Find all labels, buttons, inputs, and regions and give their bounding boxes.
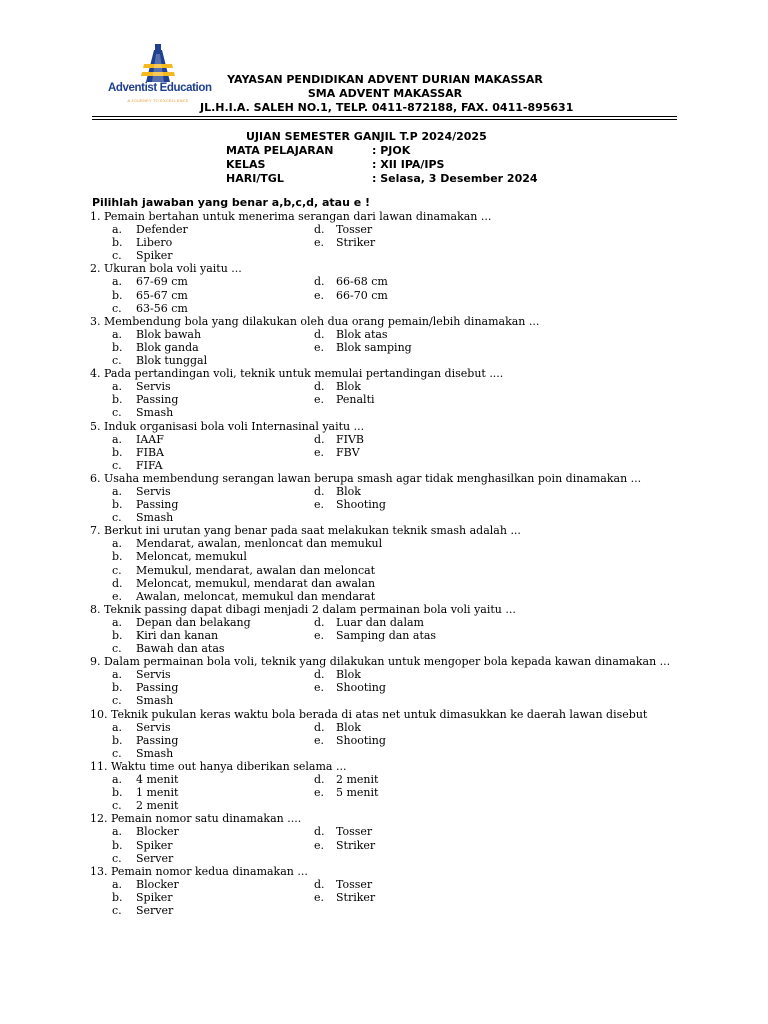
- answer-option: [90, 236, 690, 249]
- answer-option: [90, 459, 690, 472]
- option-letter: c.: [112, 249, 122, 263]
- option-row: [90, 734, 690, 747]
- option-text: Blok bawah: [136, 327, 202, 341]
- question-item: [90, 865, 690, 917]
- answer-option: [90, 564, 690, 577]
- option-letter: e.: [314, 445, 325, 459]
- option-text: 63-56 cm: [136, 301, 188, 315]
- option-row: [90, 354, 690, 367]
- question-text: 4. Pada pertandingan voli, teknik untuk memulai pertandingan disebut ....: [90, 367, 504, 381]
- question-text: 10. Teknik pukulan keras waktu bola berada di atas net untuk dimasukkan ke daerah lawan disebut: [90, 707, 648, 721]
- option-text: Servis: [136, 380, 171, 394]
- answer-option: [90, 668, 690, 681]
- option-letter: c.: [112, 746, 122, 760]
- question-text: 2. Ukuran bola voli yaitu ...: [90, 262, 242, 276]
- option-row: [90, 721, 690, 734]
- answer-options: [90, 773, 690, 812]
- option-row: [90, 878, 690, 891]
- option-row: [90, 511, 690, 524]
- option-text: Server: [136, 903, 174, 917]
- exam-info-value: : XII IPA/IPS: [372, 158, 445, 171]
- option-row: [90, 433, 690, 446]
- option-letter: a.: [112, 432, 123, 446]
- option-letter: b.: [112, 681, 123, 695]
- option-row: [90, 249, 690, 262]
- answer-option: [90, 498, 690, 511]
- option-letter: d.: [314, 773, 325, 787]
- option-letter: d.: [314, 668, 325, 682]
- option-row: [90, 799, 690, 812]
- option-letter: a.: [112, 773, 123, 787]
- option-letter: a.: [112, 720, 123, 734]
- option-text: Memukul, mendarat, awalan dan meloncat: [136, 563, 376, 577]
- option-text: Luar dan dalam: [336, 615, 424, 629]
- exam-info-label: HARI/TGL: [226, 172, 284, 185]
- answer-option: [90, 341, 690, 354]
- option-letter: b.: [112, 445, 123, 459]
- answer-option: [90, 511, 690, 524]
- option-text: Server: [136, 851, 174, 865]
- exam-title: UJIAN SEMESTER GANJIL T.P 2024/2025: [246, 130, 487, 143]
- option-letter: c.: [112, 903, 122, 917]
- option-text: IAAF: [136, 432, 164, 446]
- exam-info-label: MATA PELAJARAN: [226, 144, 334, 157]
- option-letter: b.: [112, 288, 123, 302]
- option-text: Spiker: [136, 249, 173, 263]
- answer-option: [90, 629, 690, 642]
- option-letter: c.: [112, 563, 122, 577]
- option-text: Blok ganda: [136, 340, 199, 354]
- option-text: 2 menit: [336, 773, 379, 787]
- option-text: Samping dan atas: [336, 629, 437, 642]
- option-text: Smash: [136, 694, 174, 708]
- option-letter: b.: [112, 890, 123, 904]
- option-letter: c.: [112, 642, 122, 656]
- answer-options: [90, 275, 690, 314]
- option-letter: b.: [112, 786, 123, 800]
- question-item: [90, 210, 690, 262]
- header-rule-top: [92, 116, 677, 117]
- answer-option: [90, 839, 690, 852]
- option-row: [90, 904, 690, 917]
- answer-option: [90, 734, 690, 747]
- question-item: [90, 812, 690, 864]
- option-row: [90, 668, 690, 681]
- option-letter: e.: [314, 681, 325, 695]
- option-letter: d.: [112, 576, 123, 590]
- option-text: Blocker: [136, 825, 179, 839]
- answer-options: [90, 616, 690, 655]
- option-text: 1 menit: [136, 786, 179, 800]
- option-text: 2 menit: [136, 799, 179, 813]
- option-text: Libero: [136, 236, 173, 250]
- option-text: Smash: [136, 746, 174, 760]
- answer-option: [90, 747, 690, 760]
- option-row: [90, 302, 690, 315]
- option-row: [90, 236, 690, 249]
- school-name: SMA ADVENT MAKASSAR: [307, 87, 463, 100]
- option-row: [90, 380, 690, 393]
- answer-option: [90, 328, 690, 341]
- answer-options: [90, 878, 690, 917]
- option-letter: e.: [314, 733, 325, 747]
- option-letter: b.: [112, 340, 123, 354]
- answer-option: [90, 773, 690, 786]
- option-text: Meloncat, memukul, mendarat dan awalan: [136, 576, 376, 590]
- answer-options: [90, 433, 690, 472]
- question-text: 5. Induk organisasi bola voli Internasinal yaitu ...: [90, 419, 365, 433]
- question-text: 11. Waktu time out hanya diberikan selama ...: [90, 759, 347, 773]
- school-logo: [108, 42, 212, 108]
- header-rule-bottom: [92, 119, 677, 120]
- tower-icon: [140, 42, 176, 82]
- option-text: Shooting: [336, 681, 386, 695]
- option-text: 65-67 cm: [136, 288, 188, 302]
- option-text: Spiker: [136, 838, 173, 852]
- option-letter: c.: [112, 851, 122, 865]
- option-text: Servis: [136, 668, 171, 682]
- question-item: [90, 524, 690, 603]
- option-row: [90, 223, 690, 236]
- option-letter: e.: [314, 498, 325, 512]
- answer-option: [90, 891, 690, 904]
- option-text: 4 menit: [136, 773, 179, 787]
- option-letter: d.: [314, 275, 325, 289]
- option-letter: d.: [314, 223, 325, 237]
- option-letter: c.: [112, 511, 122, 525]
- answer-options: [90, 537, 690, 602]
- option-text: Blok: [336, 668, 361, 682]
- option-letter: c.: [112, 301, 122, 315]
- option-text: Tosser: [336, 825, 373, 839]
- question-item: [90, 262, 690, 314]
- question-text: 13. Pemain nomor kedua dinamakan ...: [90, 864, 308, 878]
- option-text: Tosser: [336, 877, 373, 891]
- question-item: [90, 420, 690, 472]
- option-letter: e.: [314, 288, 325, 302]
- option-row: [90, 328, 690, 341]
- question-item: [90, 655, 690, 707]
- option-text: Servis: [136, 484, 171, 498]
- option-text: Shooting: [336, 498, 386, 512]
- option-text: Smash: [136, 406, 174, 420]
- option-text: Bawah dan atas: [136, 642, 225, 656]
- answer-option: [90, 721, 690, 734]
- option-letter: d.: [314, 877, 325, 891]
- option-row: [90, 786, 690, 799]
- option-row: [90, 616, 690, 629]
- answer-option: [90, 393, 690, 406]
- option-text: FIFA: [136, 458, 163, 472]
- option-text: Blocker: [136, 877, 179, 891]
- option-text: Mendarat, awalan, menloncat dan memukul: [136, 537, 383, 551]
- option-text: 67-69 cm: [136, 275, 188, 289]
- option-letter: b.: [112, 498, 123, 512]
- answer-option: [90, 249, 690, 262]
- option-letter: a.: [112, 223, 123, 237]
- option-row: [90, 839, 690, 852]
- option-text: Passing: [136, 498, 179, 512]
- logo-tagline: A JOURNEY TO EXCELLENCE: [127, 98, 189, 103]
- option-text: Blok: [336, 720, 361, 734]
- option-text: Blok: [336, 380, 361, 394]
- option-text: 5 menit: [336, 786, 379, 800]
- option-letter: a.: [112, 484, 123, 498]
- answer-options: [90, 721, 690, 760]
- option-letter: a.: [112, 327, 123, 341]
- question-text: 8. Teknik passing dapat dibagi menjadi 2 dalam permainan bola voli yaitu ...: [90, 602, 516, 616]
- option-text: 66-68 cm: [336, 275, 388, 289]
- answer-option: [90, 550, 690, 563]
- option-letter: d.: [314, 432, 325, 446]
- answer-option: [90, 223, 690, 236]
- option-letter: a.: [112, 668, 123, 682]
- option-text: Servis: [136, 720, 171, 734]
- option-text: Spiker: [136, 890, 173, 904]
- question-item: [90, 603, 690, 655]
- answer-option: [90, 406, 690, 419]
- option-text: Passing: [136, 681, 179, 695]
- option-text: Smash: [136, 511, 174, 525]
- answer-option: [90, 878, 690, 891]
- option-text: Blok tunggal: [136, 354, 208, 368]
- option-text: Awalan, meloncat, memukul dan mendarat: [136, 589, 376, 603]
- option-letter: c.: [112, 694, 122, 708]
- answer-option: [90, 577, 690, 590]
- exam-info-label: KELAS: [226, 158, 266, 171]
- option-letter: e.: [314, 838, 325, 852]
- option-row: [90, 852, 690, 865]
- question-text: 12. Pemain nomor satu dinamakan ....: [90, 812, 302, 826]
- option-text: Depan dan belakang: [136, 615, 251, 629]
- answer-option: [90, 694, 690, 707]
- option-letter: d.: [314, 380, 325, 394]
- answer-option: [90, 825, 690, 838]
- option-row: [90, 498, 690, 511]
- answer-option: [90, 590, 690, 603]
- answer-option: [90, 681, 690, 694]
- answer-options: [90, 485, 690, 524]
- option-text: Kiri dan kanan: [136, 629, 219, 642]
- option-letter: a.: [112, 825, 123, 839]
- answer-option: [90, 275, 690, 288]
- institution-name: YAYASAN PENDIDIKAN ADVENT DURIAN MAKASSAR: [227, 73, 543, 86]
- option-letter: c.: [112, 799, 122, 813]
- question-list: [90, 210, 690, 917]
- option-text: Tosser: [336, 223, 373, 237]
- question-text: 3. Membendung bola yang dilakukan oleh dua orang pemain/lebih dinamakan ...: [90, 314, 540, 328]
- answer-option: [90, 380, 690, 393]
- answer-options: [90, 328, 690, 367]
- question-item: [90, 708, 690, 760]
- question-text: 6. Usaha membendung serangan lawan berupa smash agar tidak menghasilkan poin dinamakan ...: [90, 471, 642, 485]
- option-row: [90, 275, 690, 288]
- option-text: Striker: [336, 236, 376, 250]
- option-row: [90, 446, 690, 459]
- answer-option: [90, 289, 690, 302]
- option-letter: d.: [314, 327, 325, 341]
- option-text: Defender: [136, 223, 188, 237]
- option-text: Passing: [136, 733, 179, 747]
- answer-option: [90, 642, 690, 655]
- answer-option: [90, 852, 690, 865]
- school-address: JL.H.I.A. SALEH NO.1, TELP. 0411-872188, FAX. 0411-895631: [200, 101, 574, 114]
- option-letter: e.: [314, 786, 325, 800]
- answer-option: [90, 433, 690, 446]
- option-letter: e.: [314, 340, 325, 354]
- option-letter: b.: [112, 838, 123, 852]
- answer-options: [90, 380, 690, 419]
- answer-option: [90, 904, 690, 917]
- option-text: Striker: [336, 838, 376, 852]
- option-row: [90, 341, 690, 354]
- option-row: [90, 681, 690, 694]
- option-letter: b.: [112, 733, 123, 747]
- option-letter: b.: [112, 236, 123, 250]
- option-row: [90, 642, 690, 655]
- option-letter: e.: [314, 890, 325, 904]
- question-text: 1. Pemain bertahan untuk menerima serangan dari lawan dinamakan ...: [90, 210, 492, 223]
- question-item: [90, 315, 690, 367]
- option-text: Meloncat, memukul: [136, 550, 247, 564]
- option-letter: e.: [314, 236, 325, 250]
- option-text: 66-70 cm: [336, 288, 388, 302]
- option-letter: a.: [112, 877, 123, 891]
- option-text: Blok samping: [336, 340, 412, 354]
- option-row: [90, 825, 690, 838]
- answer-options: [90, 668, 690, 707]
- logo-name: Adventist Education: [108, 82, 212, 94]
- option-text: Striker: [336, 890, 376, 904]
- option-letter: d.: [314, 825, 325, 839]
- option-letter: b.: [112, 550, 123, 564]
- option-text: Passing: [136, 393, 179, 407]
- option-letter: d.: [314, 615, 325, 629]
- exam-info-value: : PJOK: [372, 144, 411, 157]
- answer-option: [90, 354, 690, 367]
- answer-option: [90, 537, 690, 550]
- option-row: [90, 747, 690, 760]
- answer-option: [90, 485, 690, 498]
- option-letter: a.: [112, 537, 123, 551]
- option-text: FIBA: [136, 445, 165, 459]
- option-text: Blok atas: [336, 327, 388, 341]
- letterhead: [0, 0, 768, 125]
- option-row: [90, 485, 690, 498]
- option-text: Penalti: [336, 393, 375, 407]
- option-letter: e.: [112, 589, 123, 603]
- answer-options: [90, 825, 690, 864]
- question-text: 7. Berkut ini urutan yang benar pada saat melakukan teknik smash adalah ...: [90, 524, 521, 538]
- option-row: [90, 773, 690, 786]
- answer-option: [90, 446, 690, 459]
- option-letter: a.: [112, 275, 123, 289]
- answer-option: [90, 786, 690, 799]
- option-letter: e.: [314, 393, 325, 407]
- option-letter: e.: [314, 629, 325, 642]
- instruction: Pilihlah jawaban yang benar a,b,c,d, atau e !: [92, 196, 371, 209]
- exam-info-value: : Selasa, 3 Desember 2024: [372, 172, 538, 185]
- answer-option: [90, 616, 690, 629]
- option-row: [90, 629, 690, 642]
- option-letter: c.: [112, 406, 122, 420]
- answer-options: [90, 223, 690, 262]
- option-letter: d.: [314, 484, 325, 498]
- option-letter: d.: [314, 720, 325, 734]
- option-text: FBV: [336, 445, 360, 459]
- option-letter: b.: [112, 393, 123, 407]
- option-letter: b.: [112, 629, 123, 642]
- option-text: Shooting: [336, 733, 386, 747]
- option-letter: c.: [112, 458, 122, 472]
- option-row: [90, 891, 690, 904]
- question-item: [90, 472, 690, 524]
- option-row: [90, 694, 690, 707]
- option-row: [90, 406, 690, 419]
- answer-option: [90, 302, 690, 315]
- option-letter: a.: [112, 380, 123, 394]
- option-letter: a.: [112, 615, 123, 629]
- answer-option: [90, 799, 690, 812]
- option-text: Blok: [336, 484, 361, 498]
- option-text: FIVB: [336, 432, 365, 446]
- question-item: [90, 760, 690, 812]
- option-row: [90, 289, 690, 302]
- option-row: [90, 393, 690, 406]
- question-item: [90, 367, 690, 419]
- question-text: 9. Dalam permainan bola voli, teknik yang dilakukan untuk mengoper bola kepada kawan dinamakan ...: [90, 655, 671, 669]
- option-row: [90, 459, 690, 472]
- option-letter: c.: [112, 354, 122, 368]
